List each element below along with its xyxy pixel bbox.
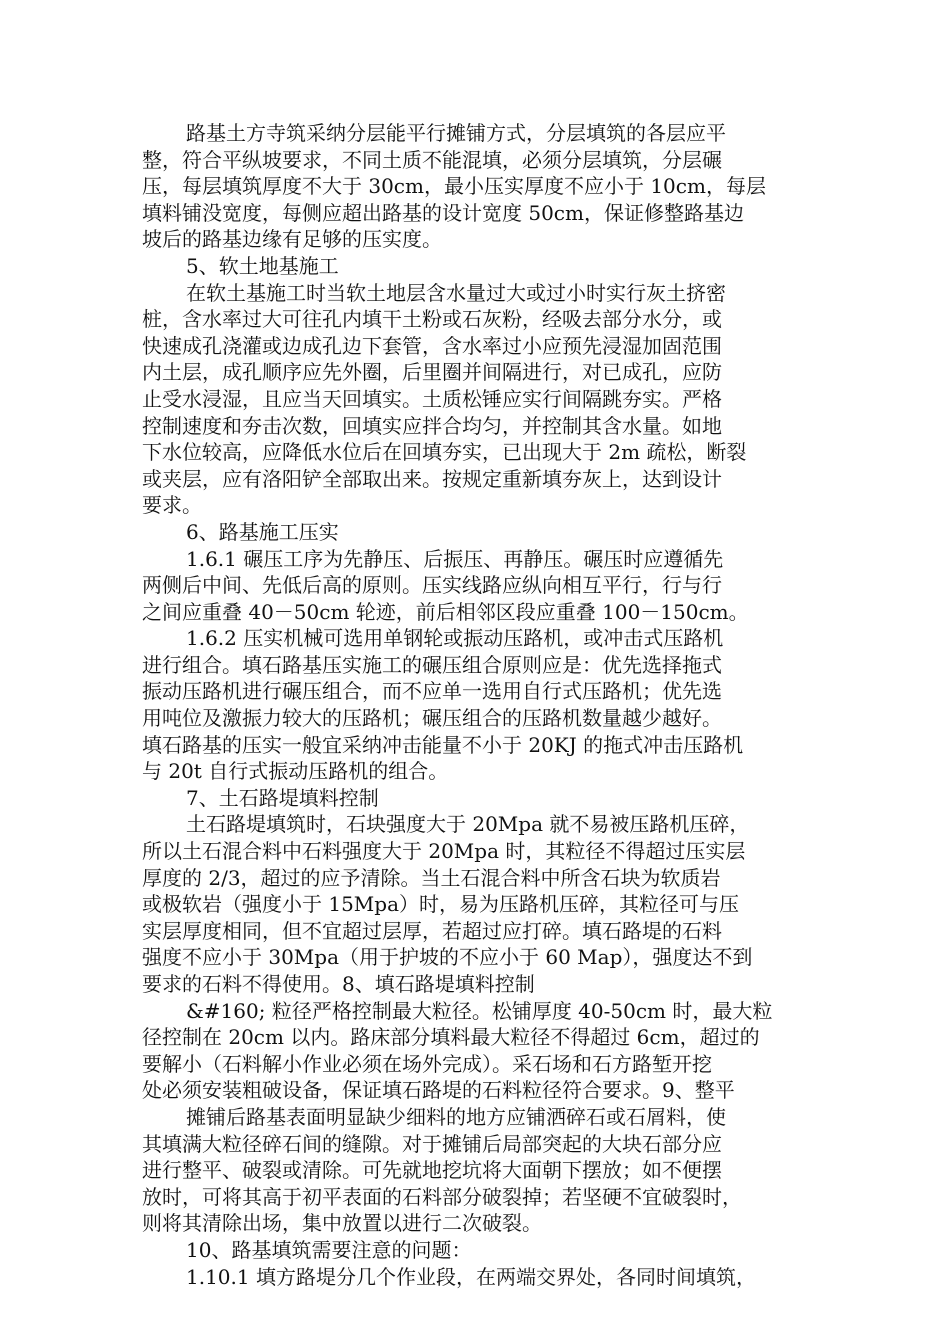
text-line: 填料铺没宽度，每侧应超出路基的设计宽度 50cm，保证修整路基边 [142,200,744,225]
text-line: 所以土石混合料中石料强度大于 20Mpa 时，其粒径不得超过压实层 [142,839,746,864]
text-line: 放时，可将其高于初平表面的石料部分破裂掉；若坚硬不宜破裂时， [142,1184,742,1209]
text-line: 6、路基施工压实 [186,519,339,544]
text-line: 与 20t 自行式振动压路机的组合。 [142,759,449,784]
text-line: 要求的石料不得使用。8、填石路堤填料控制 [142,972,535,996]
text-line: &#160; 粒径严格控制最大粒径。松铺厚度 40-50cm 时，最大粒 [186,998,773,1023]
text-line: 下水位较高，应降低水位后在回填夯实，已出现大于 2m 疏松，断裂 [142,440,747,465]
text-line: 内土层，成孔顺序应先外圈，后里圈并间隔进行，对已成孔，应防 [142,360,722,385]
text-line: 用吨位及激振力较大的压路机；碾压组合的压路机数量越少越好。 [142,706,722,731]
text-line: 其填满大粒径碎石间的缝隙。对于摊铺后局部突起的大块石部分应 [142,1131,722,1156]
text-line: 要求。 [142,493,202,518]
text-line: 摊铺后路基表面明显缺少细料的地方应铺洒碎石或石屑料，使 [186,1104,726,1129]
text-line: 进行组合。填石路基压实施工的碾压组合原则应是：优先选择拖式 [142,652,722,677]
text-line: 10、路基填筑需要注意的问题： [186,1237,472,1262]
text-line: 止受水浸湿，且应当天回填实。土质松锤应实行间隔跳夯实。严格 [142,386,722,411]
text-line: 处必须安装粗破设备，保证填石路堤的石料粒径符合要求。9、整平 [142,1078,735,1103]
text-line: 路基土方寺筑采纳分层能平行摊铺方式，分层填筑的各层应平 [186,121,726,145]
document-page [142,120,822,1290]
text-line: 厚度的 2/3，超过的应予清除。当土石混合料中所含石块为软质岩 [142,865,721,890]
text-line: 控制速度和夯击次数，回填实应拌合均匀，并控制其含水量。如地 [142,413,722,438]
text-line: 1.6.1 碾压工序为先静压、后振压、再静压。碾压时应遵循先 [186,546,724,571]
text-line: 1.10.1 填方路堤分几个作业段，在两端交界处，各同时间填筑， [186,1264,756,1289]
text-line: 则将其清除出场，集中放置以进行二次破裂。 [142,1211,542,1236]
text-line: 5、软土地基施工 [186,253,339,278]
text-line: 在软土基施工时当软土地层含水量过大或过小时实行灰土挤密 [186,280,726,305]
text-line: 1.6.2 压实机械可选用单钢轮或振动压路机，或冲击式压路机 [186,626,724,651]
text-line: 振动压路机进行碾压组合，而不应单一选用自行式压路机；优先选 [142,679,722,704]
text-line: 或极软岩（强度小于 15Mpa）时，易为压路机压碎，其粒径可与压 [142,892,740,917]
text-line: 进行整平、破裂或清除。可先就地挖坑将大面朝下摆放；如不便摆 [142,1158,722,1183]
text-line: 两侧后中间、先低后高的原则。压实线路应纵向相互平行，行与行 [142,573,722,598]
text-line: 填石路基的压实一般宜采纳冲击能量不小于 20KJ 的拖式冲击压路机 [142,732,744,757]
text-line: 之间应重叠 40－50cm 轮迹，前后相邻区段应重叠 100－150cm。 [142,599,749,624]
text-line: 实层厚度相同，但不宜超过层厚，若超过应打碎。填石路堤的石料 [142,918,722,943]
text-line: 强度不应小于 30Mpa（用于护坡的不应小于 60 Map），强度达不到 [142,945,753,970]
text-line: 土石路堤填筑时，石块强度大于 20Mpa 就不易被压路机压碎， [186,812,750,837]
text-line: 要解小（石料解小作业必须在场外完成）。采石场和石方路堑开挖 [142,1051,712,1076]
text-line: 整，符合平纵坡要求，不同土质不能混填，必须分层填筑，分层碾 [142,147,722,172]
text-line: 坡后的路基边缘有足够的压实度。 [142,227,442,252]
text-line: 压，每层填筑厚度不大于 30cm，最小压实厚度不应小于 10cm，每层 [142,174,766,199]
text-line: 快速成孔浇灌或边成孔边下套管，含水率过小应预先浸湿加固范围 [142,333,722,358]
text-line: 径控制在 20cm 以内。路床部分填料最大粒径不得超过 6cm，超过的 [142,1025,760,1050]
text-line: 桩，含水率过大可往孔内填干土粉或石灰粉，经吸去部分水分，或 [142,307,722,332]
text-line: 或夹层，应有洛阳铲全部取出来。按规定重新填夯灰上，达到设计 [142,466,722,491]
text-line: 7、土石路堤填料控制 [186,785,379,810]
